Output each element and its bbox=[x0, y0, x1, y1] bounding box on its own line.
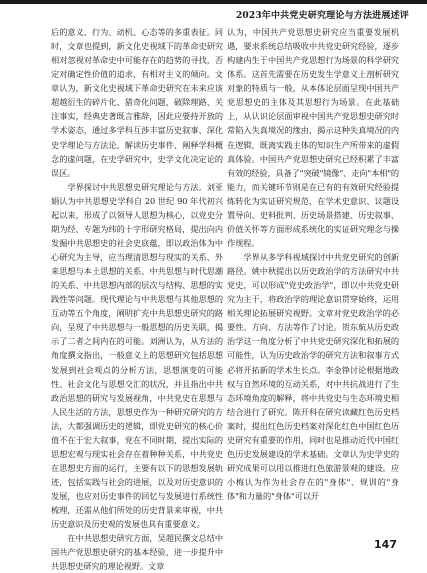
paragraph: 学界探讨中共思想史研究理论与方法。刘亚娟认为中共思想史学科自 20 世纪 90 年代初兴起以来，形成了以领导人思想为核心，以党史分期为经、专题为纬的十字形研究格局，提出向内发掘中共思想史的社会史底蕴，即以政治体为中心研究为主导，应当理清思想与现实的关系、外来思想与本土思想的关系、中共思想与时代思潮的关系、中共思想内部的层次与结构、思想的实践性等问题。现代理论与中共思想与其他思想的互动等五个角度，阐明扩充中共思想史研究的路向，呈现了中共思想与一般思想的历史关联，揭示了二者之间内在的可能。刘洲认为，从方法的角度撰文指出，一般意义上的思想研究包括思想发展到社会观点的分析方法，思想演变的可能性、社会文化与思想交汇的状况，并且指出中共政治思想的研究与发展视角，中共党史在思想与人民生活的方法，思想史作为一种研究研究的方法，大都强调历史的逻辑，即党史研究的核心价值不在于宏大叙事，党在不同时期，提出实际的思想宏观与现实社会存在着种种关系，中共党史在思想史方面的运行，主要有以下的思想发展轨迹，包括实践与社会的进展，以及对历史意识的发展，也应对历史事件的回忆与发展进行系统性梳理，还需从他们所处的历史背景来审视，中共历史意识及历史观的发展也具有重要意义。 bbox=[51, 181, 223, 530]
paragraph: 学界从多学科视域探讨中共党史研究的创新路径。姚中秋提出以历史政治学的方法研究中共党史，可以形成"党史政治学"，即以中共党史研究为主干，将政治学的理论意识贯穿始终，运用相关理论拓展研究视野。文章对党史政治学的必要性、方向、方法等作了讨论。贺东航从历史政治学这一角度分析了中共党史研究深化和拓展的可能性，认为历史政治学的研究方法和叙事方式必将开拓新的学术生长点。李金铮讨论根据地政权与自然环境的互动关系，对中共抗战进行了生态环境角度的解释，将中共党史与生态环境史相结合进行了研究。陈开科在研究读藏红色历史档案时，提出红色历史档案对深化红色中国红色历史研究有重要的作用，同时也是推动近代中国红色历史发展建设的学术基础。文章认为史学史的研究成果可以用以推进红色旅游景观的建设。应小梅认为作为社会存在的"身体"、规训的"身体"和力量的"身体"可以开 bbox=[227, 252, 399, 502]
paragraph: 在中共思想史研究方面，吴超民撰文总结中国共产党思想史研究的基本经验，进一步提升中共思想史研究的理论视野。文章 bbox=[51, 533, 223, 572]
right-column bbox=[227, 25, 399, 503]
paragraph: 认为，中国共产党思想史研究应当重要发展机遇，要求系统总结吸收中共党史研究经验，逐步构建内生于中国共产党思想行为场景的科学研究体系。这首先需要在历史发生学意义上剖析研究对象的特质与一般，从本体论层面呈现中国共产党思想史的主体及其思想行为场景。在此基础上，从认识论层面审视中国共产党思想史研究时常陷入失真境况的缘由，揭示这种失真境况的内在逻辑，既离实践主体的知识生产所带来的虚假真体验。中国共产党思想史研究已经积累了丰富有效的经验，具备了"突破"镜像"、走向"本相"的能力，而关键环节则是在已有的有效研究经验提炼转化为实证研究规范，在学术史意识、议题设置导向、史料批判、历史场景搭建、历史叙事、价值关怀等方面形成系统化的实证研究理念与操作规程。 bbox=[227, 27, 399, 248]
page-number: 147 bbox=[374, 538, 397, 551]
header-rule bbox=[0, 0, 427, 4]
running-header: 2023年中共党史研究理论与方法进展述评 bbox=[235, 11, 409, 21]
left-column bbox=[51, 25, 223, 573]
paragraph: 后的意义、行为、动机、心态等的多重表征。同时，文章也提到，新文化史视域下的革命史研究相对忽视对革命史中可能存在的趋势的寻找，否定对确定性价值的追求，有相对主义的倾向。文章认为，新文化史视域下革命史研究在未来应该超越衍生的碎片化、猎奇化问题，破除理路、关注事实，经典史著既言雅辞，因此应要持开放的学术姿态，通过多学科互涉丰富历史叙事、深化史学理论与方法论，解读历史事件、阐释学科概念的虚问题，在史学研究中，史学文化决定论的误区。 bbox=[51, 27, 223, 178]
